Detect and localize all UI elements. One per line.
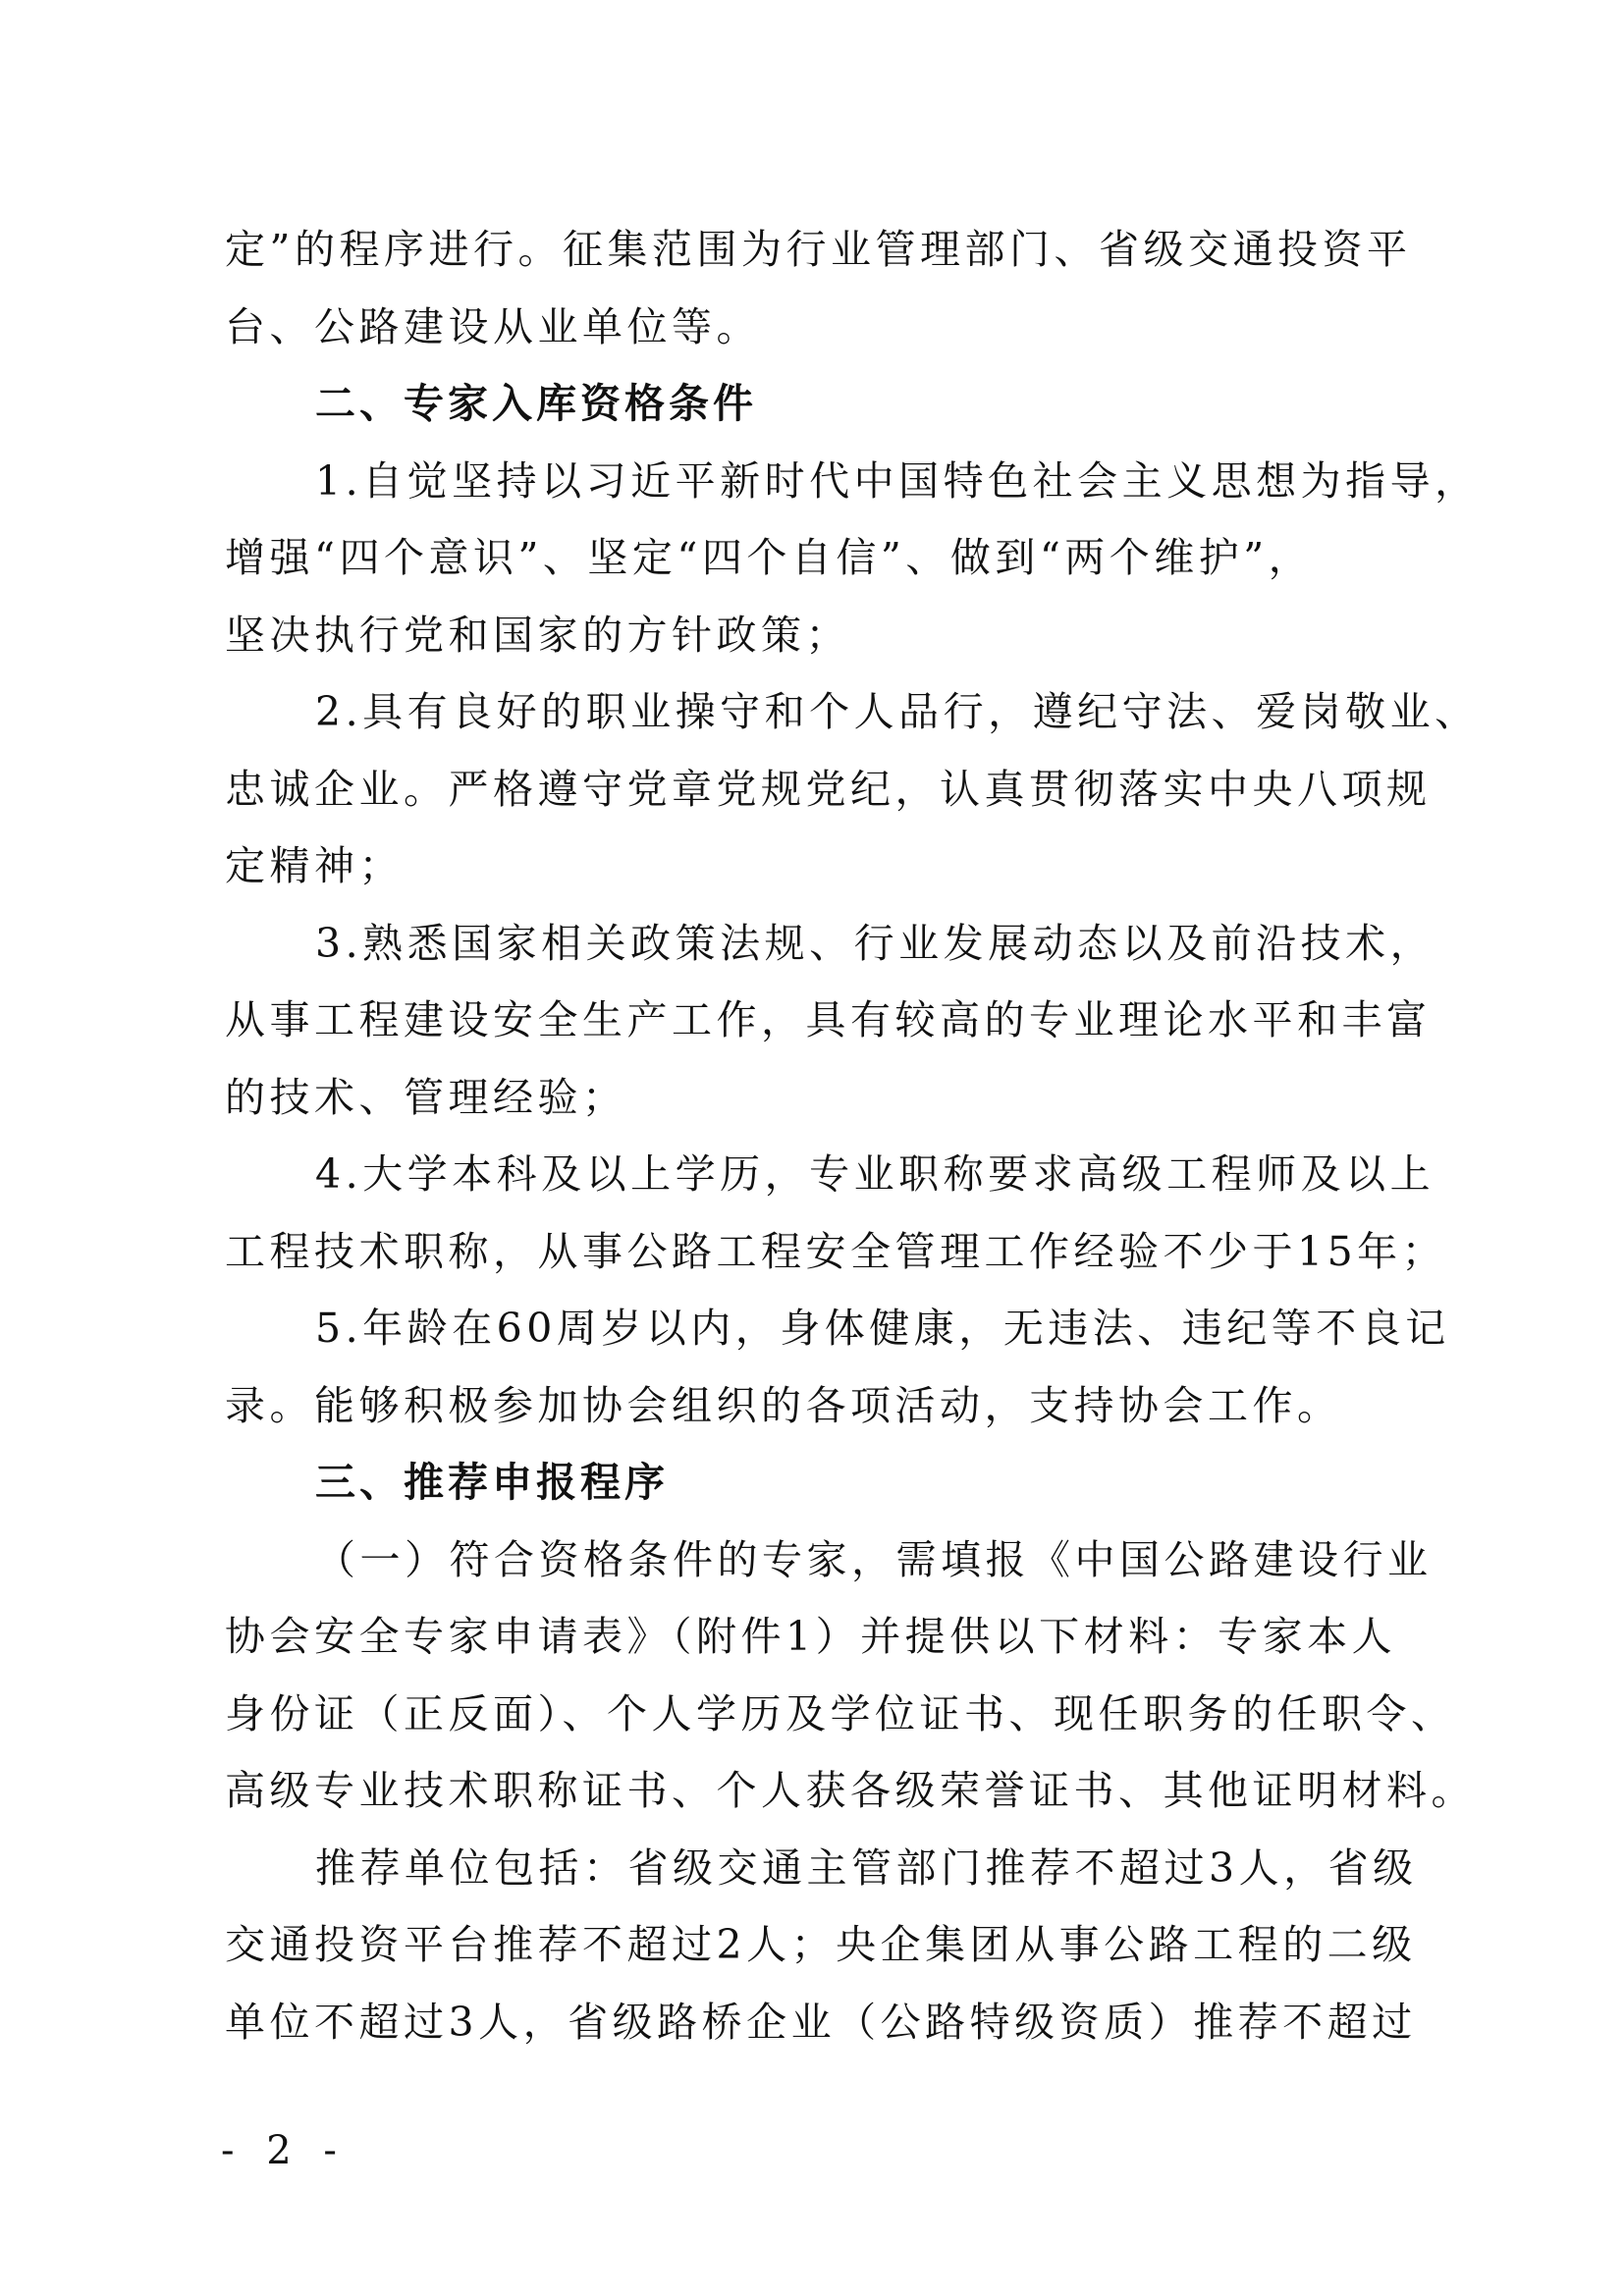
text-line: 坚决执行党和国家的方针政策； xyxy=(225,611,850,659)
section-heading: 三、推荐申报程序 xyxy=(315,1459,669,1506)
text-line: 协会安全专家申请表》（附件1）并提供以下材料：专家本人 xyxy=(225,1613,1397,1660)
text-line: 工程技术职称，从事公路工程安全管理工作经验不少于15年； xyxy=(225,1227,1447,1275)
text-line: 身份证（正反面）、个人学历及学位证书、现任职务的任职令、 xyxy=(225,1689,1456,1737)
text-line: （一）符合资格条件的专家，需填报《中国公路建设行业 xyxy=(315,1535,1433,1583)
text-line: 的技术、管理经验； xyxy=(225,1073,627,1121)
text-line: 定精神； xyxy=(225,842,404,889)
document-body xyxy=(225,211,1480,2060)
text-line: 3.熟悉国家相关政策法规、行业发展动态以及前沿技术， xyxy=(315,919,1435,967)
page-number: - 2 - xyxy=(221,2128,347,2173)
text-line: 增强“四个意识”、坚定“四个自信”、做到“两个维护”， xyxy=(225,534,1314,581)
text-line: 5.年龄在60周岁以内，身体健康，无违法、违纪等不良记 xyxy=(315,1305,1450,1352)
text-line: 单位不超过3人，省级路桥企业（公路特级资质）推荐不超过 xyxy=(225,1998,1417,2046)
text-line: 1.自觉坚持以习近平新时代中国特色社会主义思想为指导， xyxy=(315,456,1480,505)
text-line: 高级专业技术职称证书、个人获各级荣誉证书、其他证明材料。 xyxy=(225,1767,1476,1814)
text-line: 台、公路建设从业单位等。 xyxy=(225,302,761,350)
text-line: 2.具有良好的职业操守和个人品行，遵纪守法、爱岗敬业、 xyxy=(315,688,1480,735)
section-heading: 二、专家入库资格条件 xyxy=(315,380,757,427)
text-line: 推荐单位包括：省级交通主管部门推荐不超过3人，省级 xyxy=(315,1843,1418,1892)
text-line: 从事工程建设安全生产工作，具有较高的专业理论水平和丰富 xyxy=(225,996,1432,1043)
text-line: 交通投资平台推荐不超过2人；央企集团从事公路工程的二级 xyxy=(225,1921,1417,1968)
text-line: 录。能够积极参加协会组织的各项活动，支持协会工作。 xyxy=(225,1381,1342,1429)
text-line: 4.大学本科及以上学历，专业职称要求高级工程师及以上 xyxy=(315,1150,1435,1198)
text-line: 忠诚企业。严格遵守党章党规党纪，认真贯彻落实中央八项规 xyxy=(225,765,1432,813)
text-line: 定”的程序进行。征集范围为行业管理部门、省级交通投资平 xyxy=(225,226,1412,273)
